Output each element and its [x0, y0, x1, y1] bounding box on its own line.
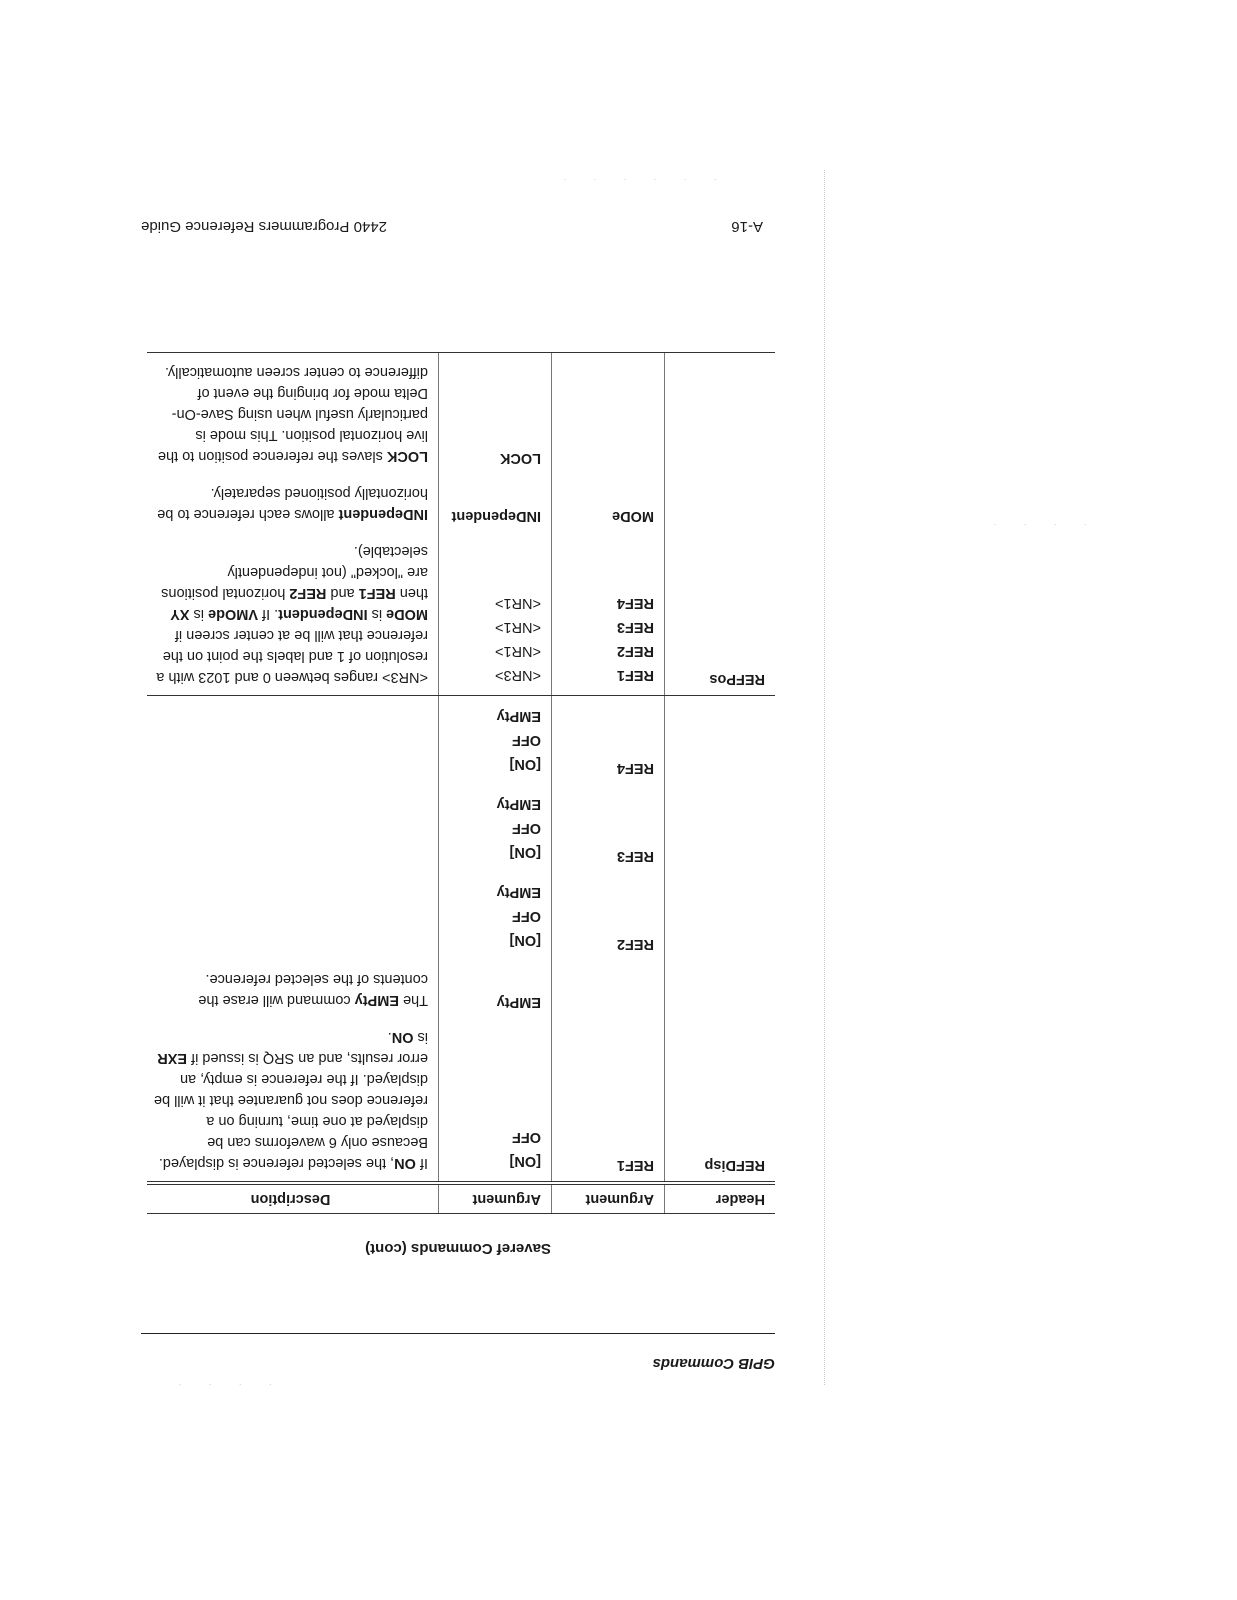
refpos-header: REFPos: [709, 671, 765, 687]
argument-cell: [552, 532, 665, 696]
ref1-arg: REF1: [616, 1157, 654, 1173]
independent-description: INDependent allows each reference to be horizontally positioned separately.: [157, 485, 428, 522]
table-row: [147, 872, 775, 960]
table-row: [147, 353, 775, 475]
description-cell: [147, 532, 439, 696]
table-row: [147, 532, 775, 696]
lock-arg: LOCK: [499, 450, 541, 466]
scan-speckle: · · · ·: [166, 1379, 272, 1390]
argument-cell: [439, 784, 552, 872]
argument-cell: [439, 532, 552, 696]
description-cell: [147, 1018, 439, 1183]
nr1-arg: <NR1>: [495, 619, 541, 635]
argument-cell: [552, 696, 665, 785]
running-head: [141, 1277, 775, 1372]
empty-description: The EMPty command will erase the contents of the selected reference.: [198, 971, 428, 1008]
off-arg: OFF: [512, 1129, 541, 1145]
description-cell: [147, 353, 439, 475]
section-title: GPIB Commands: [652, 1355, 775, 1372]
nr1-arg: <NR1>: [495, 595, 541, 611]
table-header-row: [147, 1183, 775, 1214]
argument-cell: [552, 1018, 665, 1183]
header-rule: [141, 1333, 775, 1334]
argument-cell: [439, 353, 552, 475]
argument-cell: [439, 960, 552, 1018]
independent-arg: INDependent: [451, 508, 541, 524]
table-row: [147, 474, 775, 532]
column-header-argument-2: Argument: [439, 1183, 552, 1214]
description-cell: [147, 474, 439, 532]
empty-arg: EMPty: [496, 884, 541, 900]
argument-cell: [552, 872, 665, 960]
mode-arg: MODe: [612, 508, 654, 524]
table-caption: Saveref Commands (cont): [365, 1240, 551, 1257]
argument-cell: [439, 474, 552, 532]
off-arg: OFF: [512, 908, 541, 924]
footer-title: 2440 Programmers Reference Guide: [141, 218, 387, 235]
argument-cell: [439, 872, 552, 960]
empty-arg: EMPty: [496, 796, 541, 812]
scan-speckle: · · · ·: [981, 519, 1087, 530]
ref2-arg: REF2: [616, 936, 654, 952]
on-arg: [ON]: [509, 756, 541, 772]
description-cell: [147, 960, 439, 1018]
ref4-arg: REF4: [616, 595, 654, 611]
ref2-arg: REF2: [616, 643, 654, 659]
column-header-argument-1: Argument: [552, 1183, 665, 1214]
header-cell: [665, 532, 776, 696]
scan-edge-line: [824, 170, 825, 1385]
table-row: [147, 1018, 775, 1183]
column-header-description: Description: [147, 1183, 439, 1214]
argument-cell: [439, 1018, 552, 1183]
empty-arg: EMPty: [496, 708, 541, 724]
ref3-arg: REF3: [616, 619, 654, 635]
table-row: [147, 960, 775, 1018]
lock-description: LOCK slaves the reference position to the live horizontal position. This mode is particularly useful when using Save-On-Delta mode for bringing the event of difference to center screen automatically.: [157, 364, 428, 464]
empty-arg: EMPty: [496, 994, 541, 1010]
page-footer: [141, 211, 775, 235]
ref4-arg: REF4: [616, 760, 654, 776]
argument-cell: [552, 784, 665, 872]
on-arg: [ON]: [509, 1153, 541, 1169]
on-arg: [ON]: [509, 844, 541, 860]
ref3-arg: REF3: [616, 848, 654, 864]
header-cell: [665, 1018, 776, 1183]
column-header-header: Header: [665, 1183, 776, 1214]
saveref-commands-table: [147, 352, 775, 1214]
refdisp-header: REFDisp: [704, 1157, 765, 1173]
refpos-description: <NR3> ranges between 0 and 1023 with a resolution of 1 and labels the point on the reference that will be at center screen if MODe is INDependent. If VMOde is XY then REF1 and REF2 horizontal positions are "locked" (not independently selectable).: [156, 543, 428, 685]
argument-cell: [439, 696, 552, 785]
ref1-arg: REF1: [616, 667, 654, 683]
nr1-arg: <NR1>: [495, 643, 541, 659]
table-row: [147, 784, 775, 872]
off-arg: OFF: [512, 732, 541, 748]
page-number: A-16: [731, 218, 763, 235]
argument-cell: [552, 474, 665, 532]
nr3-arg: <NR3>: [495, 667, 541, 683]
scan-speckle: · · · · · ·: [551, 174, 717, 185]
table-row: [147, 696, 775, 785]
on-arg: [ON]: [509, 932, 541, 948]
refdisp-description: If ON, the selected reference is displayed. Because only 6 waveforms can be displayed at one time, turning on a reference does not guarantee that it will be displayed. If the reference is empty, an error results, and an SRQ is issued if EXR is ON.: [153, 1029, 428, 1171]
off-arg: OFF: [512, 820, 541, 836]
